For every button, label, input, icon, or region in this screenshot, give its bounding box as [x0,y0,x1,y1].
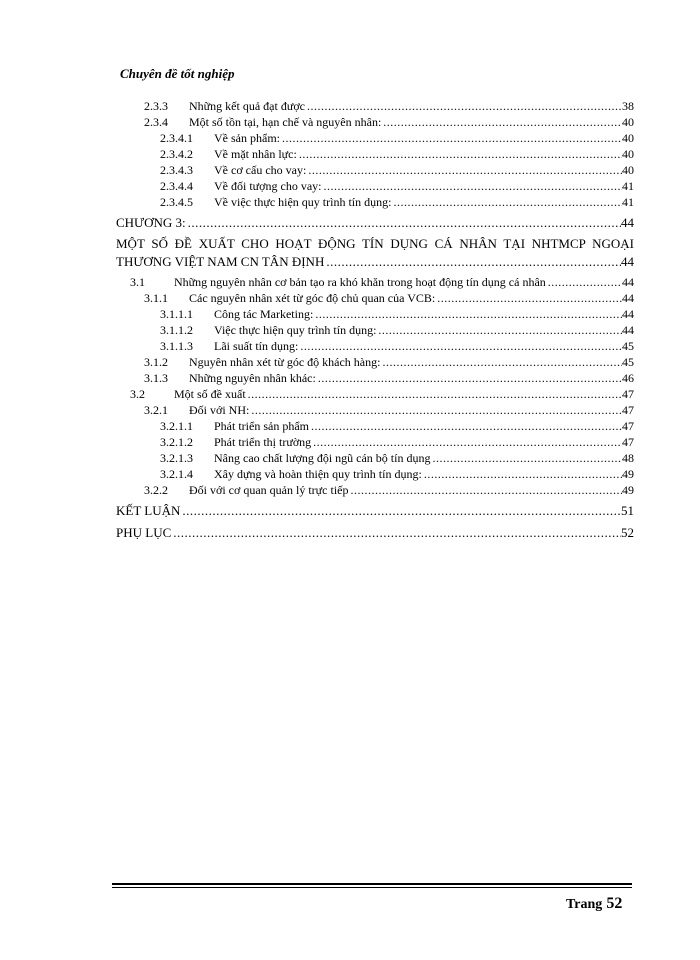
toc-entry-2-3-4-5[interactable] [116,194,634,210]
toc-entry-2-3-4-1[interactable] [116,130,634,146]
toc-entry-3-1-1-2[interactable] [116,322,634,338]
toc-entry-page: 41 [622,195,634,209]
toc-entry-page: 45 [622,339,634,353]
toc-entry-3-2-1-1[interactable] [116,418,634,434]
toc-entry-page: 40 [622,115,634,129]
toc-entry-page: 44 [622,323,634,337]
toc-leader-dots [424,466,622,482]
toc-leader-dots [300,338,622,354]
toc-leader-dots [324,178,623,194]
chapter-3-heading-line2: THƯƠNG VIỆT NAM CN TÂN ĐỊNH [116,254,325,269]
toc-leader-dots [307,98,622,114]
toc-chapter-3[interactable] [116,213,634,232]
toc-entry-title: Nguyên nhân xét từ góc độ khách hàng: [189,355,381,369]
toc-entry-title: Phát triển thị trường [214,435,312,449]
toc-entry-title: Về mặt nhân lực: [214,147,297,161]
toc-leader-dots [173,523,621,542]
toc-appendix-page: 52 [621,525,634,540]
toc-entry-page: 49 [622,467,634,481]
toc-entry-number: 2.3.4.4 [160,179,193,193]
toc-entry-title: Đối với NH: [189,403,250,417]
footer-label: Trang [566,897,603,912]
toc-entry-number: 3.1.1.2 [160,323,193,337]
toc-leader-dots [378,322,622,338]
table-of-contents [116,98,634,542]
toc-entry-2-3-4-4[interactable] [116,178,634,194]
document-header: Chuyên đề tốt nghiệp [120,66,235,81]
toc-leader-dots [313,434,622,450]
toc-entry-page: 41 [622,179,634,193]
toc-entry-page: 40 [622,147,634,161]
toc-entry-number: 2.3.3 [144,99,168,113]
toc-entry-title: Đối với cơ quan quản lý trực tiếp [189,483,349,497]
toc-entry-page: 40 [622,163,634,177]
toc-entry-3-2-2[interactable] [116,482,634,498]
toc-entry-title: Việc thực hiện quy trình tín dụng: [214,323,377,337]
toc-chapter-3-page: 44 [621,215,634,230]
toc-conclusion-title: KẾT LUẬN [116,503,181,518]
chapter-3-heading-page: 44 [621,254,634,269]
toc-entry-2-3-4-2[interactable] [116,146,634,162]
toc-entry-number: 3.1.3 [144,371,168,385]
toc-entry-title: Nâng cao chất lượng đội ngũ cán bộ tín dụng [214,451,431,465]
toc-entry-number: 3.2.1 [144,403,168,417]
toc-entry-number: 2.3.4.5 [160,195,193,209]
toc-entry-number: 2.3.4 [144,115,168,129]
toc-entry-number: 3.1 [130,275,145,289]
toc-entry-page: 47 [622,419,634,433]
toc-entry-page: 47 [622,387,634,401]
toc-entry-title: Xây dựng và hoàn thiện quy trình tín dụng: [214,467,422,481]
toc-entry-title: Những nguyên nhân cơ bản tạo ra khó khăn trong hoạt động tín dụng cá nhân [174,275,546,289]
toc-entry-title: Về việc thực hiện quy trình tín dụng: [214,195,392,209]
toc-leader-dots [383,114,622,130]
toc-leader-dots [326,253,621,271]
toc-entry-title: Những nguyên nhân khác: [189,371,316,385]
chapter-3-heading-line1: MỘT SỐ ĐỀ XUẤT CHO HOẠT ĐỘNG TÍN DỤNG CÁ NHÂN TẠI NHTMCP NGOẠI [116,236,634,251]
toc-entry-page: 44 [622,291,634,305]
toc-entry-page: 44 [622,307,634,321]
toc-chapter-3-heading[interactable] [116,235,634,271]
toc-entry-number: 3.1.1.1 [160,307,193,321]
toc-leader-dots [251,402,622,418]
footer-rule-thick [112,883,632,885]
toc-conclusion[interactable] [116,501,634,520]
toc-entry-2-3-3[interactable] [116,98,634,114]
toc-entry-3-1[interactable] [116,274,634,290]
toc-leader-dots [432,450,622,466]
toc-block-2-3 [116,98,634,210]
toc-entry-number: 3.1.2 [144,355,168,369]
toc-block-3 [116,274,634,498]
toc-entry-3-1-1-3[interactable] [116,338,634,354]
toc-entry-title: Các nguyên nhân xét từ góc độ chủ quan của VCB: [189,291,436,305]
toc-entry-page: 40 [622,131,634,145]
toc-chapter-3-title: CHƯƠNG 3: [116,215,186,230]
page-footer [566,895,622,913]
toc-entry-number: 3.2.2 [144,483,168,497]
toc-entry-page: 46 [622,371,634,385]
toc-entry-3-2-1[interactable] [116,402,634,418]
toc-entry-page: 45 [622,355,634,369]
footer-page-number: 52 [606,895,623,912]
toc-leader-dots [318,370,622,386]
toc-leader-dots [393,194,622,210]
toc-entry-title: Những kết quả đạt được [189,99,305,113]
toc-entry-number: 2.3.4.1 [160,131,193,145]
toc-leader-dots [548,274,622,290]
toc-entry-number: 3.2.1.3 [160,451,193,465]
toc-entry-3-1-3[interactable] [116,370,634,386]
toc-entry-3-1-1-1[interactable] [116,306,634,322]
toc-leader-dots [188,213,621,232]
toc-entry-page: 49 [622,483,634,497]
toc-entry-page: 48 [622,451,634,465]
toc-entry-page: 44 [622,275,634,289]
toc-entry-2-3-4[interactable] [116,114,634,130]
toc-appendix[interactable] [116,523,634,542]
toc-entry-number: 3.2 [130,387,145,401]
toc-leader-dots [315,306,622,322]
footer-rule-thin [112,887,632,888]
toc-entry-3-1-2[interactable] [116,354,634,370]
toc-entry-title: Phát triển sản phẩm [214,419,309,433]
toc-entry-title: Một số đề xuất [174,387,246,401]
toc-leader-dots [182,501,621,520]
toc-entry-title: Về cơ cấu cho vay: [214,163,307,177]
toc-leader-dots [248,386,622,402]
toc-entry-page: 38 [622,99,634,113]
toc-entry-number: 3.1.1.3 [160,339,193,353]
toc-entry-number: 2.3.4.3 [160,163,193,177]
toc-entry-title: Một số tồn tại, hạn chế và nguyên nhân: [189,115,382,129]
toc-leader-dots [308,162,622,178]
toc-entry-title: Về sản phẩm: [214,131,280,145]
toc-entry-3-2[interactable] [116,386,634,402]
toc-entry-title: Lãi suất tín dụng: [214,339,299,353]
toc-entry-number: 3.2.1.2 [160,435,193,449]
toc-entry-3-2-1-4[interactable] [116,466,634,482]
toc-leader-dots [382,354,622,370]
toc-entry-number: 3.1.1 [144,291,168,305]
toc-entry-number: 3.2.1.1 [160,419,193,433]
toc-entry-3-2-1-3[interactable] [116,450,634,466]
toc-entry-number: 2.3.4.2 [160,147,193,161]
toc-leader-dots [299,146,622,162]
toc-entry-3-2-1-2[interactable] [116,434,634,450]
toc-entry-title: Về đối tượng cho vay: [214,179,322,193]
toc-appendix-title: PHỤ LỤC [116,525,172,540]
toc-leader-dots [311,418,622,434]
toc-leader-dots [437,290,622,306]
toc-leader-dots [282,130,622,146]
toc-entry-page: 47 [622,403,634,417]
toc-leader-dots [351,482,623,498]
toc-entry-2-3-4-3[interactable] [116,162,634,178]
toc-entry-3-1-1[interactable] [116,290,634,306]
toc-conclusion-page: 51 [621,503,634,518]
toc-entry-page: 47 [622,435,634,449]
toc-entry-number: 3.2.1.4 [160,467,193,481]
toc-entry-title: Công tác Marketing: [214,307,314,321]
